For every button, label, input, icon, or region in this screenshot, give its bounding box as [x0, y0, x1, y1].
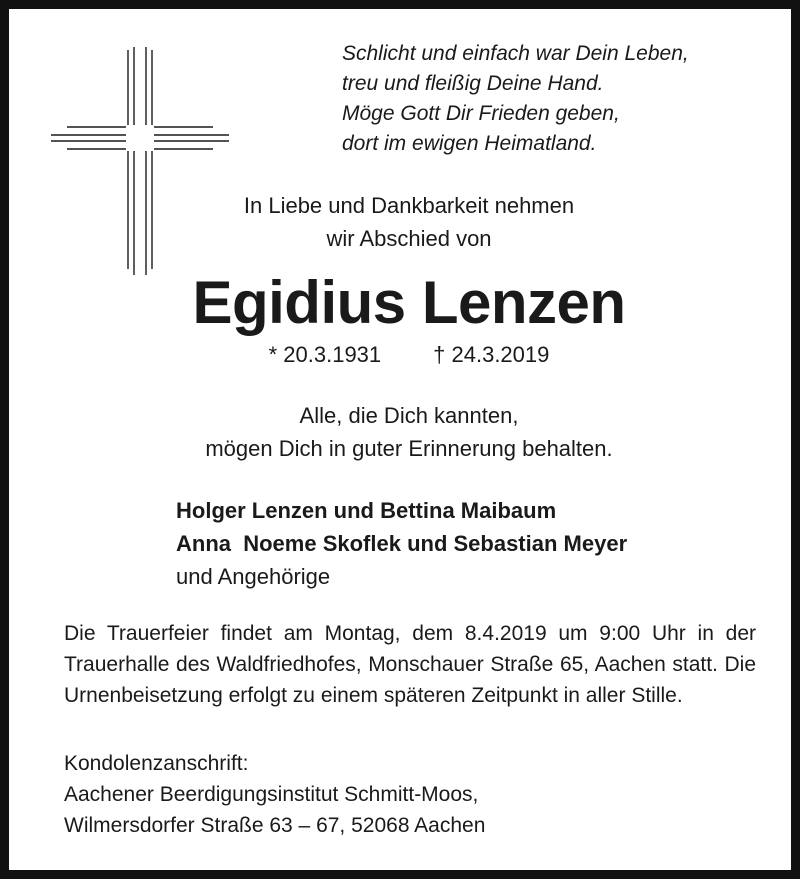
farewell-intro [109, 189, 709, 255]
condolence-label: Kondolenzanschrift: [64, 752, 249, 775]
relatives-line: und Angehörige [176, 564, 331, 589]
birth-date: * 20.3.1931 [268, 342, 382, 367]
memory-line: Alle, die Dich kannten, [299, 403, 519, 428]
memory-line: mögen Dich in guter Erinnerung behalten. [205, 436, 613, 461]
condolence-line: Wilmersdorfer Straße 63 – 67, 52068 Aachen [64, 814, 486, 837]
poem-line: treu und fleißig Deine Hand. [342, 72, 604, 95]
condolence-address [64, 748, 756, 841]
death-date: † 24.3.2019 [433, 342, 550, 367]
funeral-details: Die Trauerfeier findet am Montag, dem 8.4.2019 um 9:00 Uhr in der Trauerhalle des Waldfriedhofes, Monschauer Straße 65, Aachen statt. Die Urnenbeisetzung erfolgt zu einem späteren Zeitpunkt in aller Stille. [64, 622, 756, 707]
intro-line: wir Abschied von [326, 226, 492, 251]
poem [342, 39, 782, 159]
poem-line: dort im ewigen Heimatland. [342, 132, 597, 155]
poem-line: Schlicht und einfach war Dein Leben, [342, 42, 689, 65]
memory-verse [9, 399, 800, 465]
mourner-line: Holger Lenzen und Bettina Maibaum [176, 498, 557, 523]
life-dates [9, 339, 800, 371]
mourner-line: Anna Noeme Skoflek und Sebastian Meyer [176, 531, 628, 556]
poem-line: Möge Gott Dir Frieden geben, [342, 102, 620, 125]
deceased-name: Egidius Lenzen [192, 269, 626, 336]
intro-line: In Liebe und Dankbarkeit nehmen [243, 193, 575, 218]
condolence-line: Aachener Beerdigungsinstitut Schmitt-Moos, [64, 783, 479, 806]
mourners-list [176, 494, 776, 593]
